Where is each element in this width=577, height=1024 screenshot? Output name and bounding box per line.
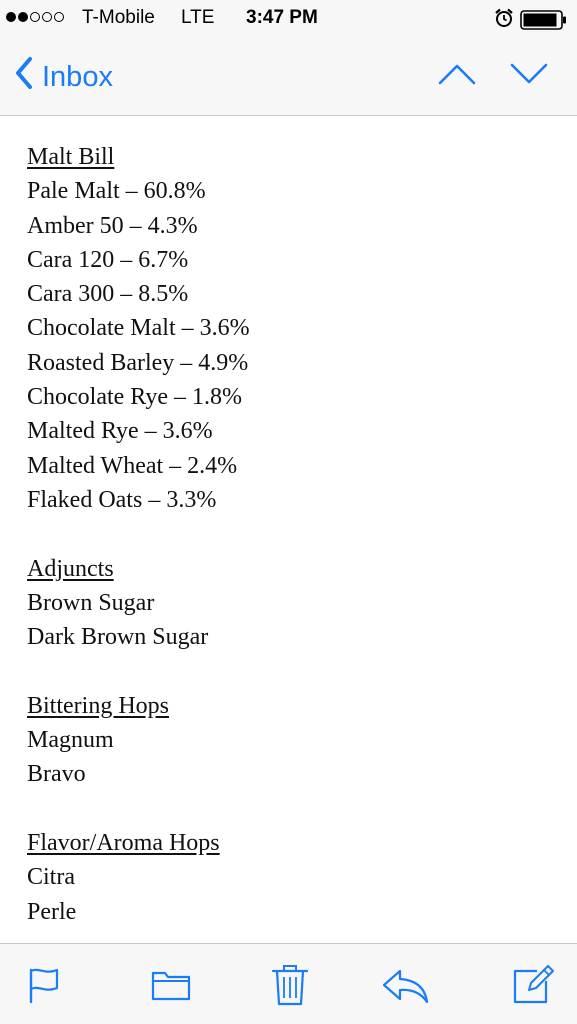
bottom-toolbar	[0, 943, 577, 1024]
body-line: Magnum	[27, 727, 114, 754]
battery-icon	[520, 10, 568, 36]
alarm-icon	[494, 8, 514, 34]
next-message-icon[interactable]	[509, 62, 549, 91]
body-line: Chocolate Rye – 1.8%	[27, 384, 242, 411]
email-section	[27, 689, 557, 792]
section-heading: Bittering Hops	[27, 692, 169, 719]
back-to-inbox-button[interactable]	[14, 56, 113, 98]
section-heading: Malt Bill	[27, 144, 115, 170]
email-section	[27, 552, 557, 655]
body-line: Amber 50 – 4.3%	[27, 212, 198, 239]
trash-icon[interactable]	[266, 962, 314, 1008]
carrier-name: T-Mobile	[82, 7, 155, 28]
previous-message-icon[interactable]	[437, 62, 477, 91]
reply-icon[interactable]	[381, 962, 429, 1008]
back-label: Inbox	[42, 60, 113, 93]
body-line: Cara 300 – 8.5%	[27, 281, 189, 308]
body-line: Brown Sugar	[27, 589, 155, 616]
body-line: Bravo	[27, 761, 86, 788]
back-chevron-icon	[14, 56, 34, 98]
folder-icon[interactable]	[147, 962, 195, 1008]
flag-icon[interactable]	[19, 962, 67, 1008]
navigation-bar	[0, 38, 577, 116]
email-section	[27, 826, 557, 929]
body-line: Pale Malt – 60.8%	[27, 178, 206, 205]
compose-icon[interactable]	[509, 962, 557, 1008]
body-line: Citra	[27, 864, 75, 891]
email-section	[27, 140, 557, 517]
network-type: LTE	[181, 7, 215, 28]
section-heading: Flavor/Aroma Hops	[27, 829, 220, 856]
section-heading: Adjuncts	[27, 555, 114, 582]
email-body	[27, 140, 557, 929]
body-line: Roasted Barley – 4.9%	[27, 349, 249, 376]
status-time: 3:47 PM	[246, 7, 318, 28]
signal-strength-icon	[6, 12, 64, 22]
body-line: Perle	[27, 898, 77, 925]
body-line: Dark Brown Sugar	[27, 624, 209, 651]
body-line: Cara 120 – 6.7%	[27, 246, 189, 273]
body-line: Malted Rye – 3.6%	[27, 418, 213, 445]
status-bar	[0, 0, 577, 38]
body-line: Flaked Oats – 3.3%	[27, 486, 217, 513]
body-line: Malted Wheat – 2.4%	[27, 452, 238, 479]
body-line: Chocolate Malt – 3.6%	[27, 315, 250, 342]
